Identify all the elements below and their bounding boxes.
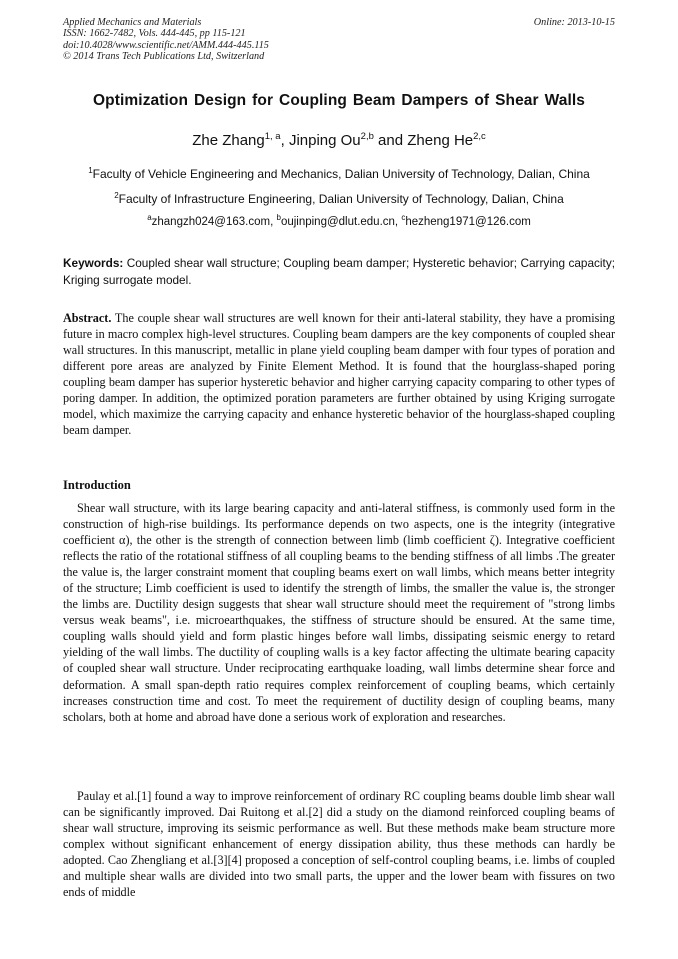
copyright-line: © 2014 Trans Tech Publications Ltd, Switzerland: [63, 51, 265, 63]
intro-paragraph-2: Paulay et al.[1] found a way to improve reinforcement of ordinary RC coupling beams double limb shear wall can be significantly improved. Dai Ruitong et al.[2] did a study on the diamond reinforced coupling beams of shear wall structure, improving its seismic performance as well. But these methods make beam structure more complex without significant enhancement of energy dissipation ability, thus these methods can hardly be adopted. Cao Zhengliang et al.[3][4] proposed a conception of self-control coupling beams, i.e. limbs of coupled and multiple shear walls are divided into two small parts, the upper and the lower beam with fissures on two ends of middle: [63, 789, 615, 900]
affiliation-text: Faculty of Infrastructure Engineering, Dalian University of Technology, Dalian, China: [118, 192, 564, 206]
online-date: Online: 2013-10-15: [533, 17, 615, 28]
affiliation-superscript: 1: [88, 166, 93, 175]
section-heading-introduction: Introduction: [63, 478, 131, 492]
paper-title: Optimization Design for Coupling Beam Dampers of Shear Walls: [93, 92, 585, 109]
email-link[interactable]: zhangzh024@163.com,: [151, 216, 277, 228]
affiliation-superscript: 2: [114, 191, 119, 200]
email-superscript: a: [147, 213, 152, 222]
author-separator: and: [373, 132, 408, 149]
author-name: Jinping Ou: [288, 132, 361, 149]
author-list: [0, 132, 678, 149]
affiliation-2: [0, 192, 678, 206]
journal-name: Applied Mechanics and Materials: [63, 17, 202, 28]
email-superscript: c: [401, 213, 406, 222]
affiliation-1: [0, 167, 678, 181]
intro-paragraph-1: Shear wall structure, with its large bearing capacity and anti-lateral stiffness, is commonly used form in the construction of high-rise buildings. Its performance depends on two aspects, one is the integrity (integrative coefficient α), the other is the strength of connection between limb (limb coefficient ζ). Integrative coefficient reflects the ratio of the rotational stiffness of all coupling beams to the bending stiffness of all limbs .The greater the value is, the larger constraint moment that coupling beams exert on wall limbs, which means better integrity of the structure; Limb coefficient is used to identify the strength of limbs, the smaller the value is, the stronger the limbs are. Ductility design suggests that shear wall structure should meet the requirement of "strong limbs versus weak beams", i.e. microearthquakes, the stiffness of structure should be ensured. At the same time, coupling walls should yield and form plastic hinges before wall limbs, dissipating seismic energy to retard yielding of the wall limbs. The ductility of coupling walls is a key factor affecting the ultimate bearing capacity of coupled shear wall structure. Under reciprocating earthquake loading, wall limbs determine shear force and deformation. A small span-depth ratio requires complex reinforcement of coupling beams, which certainly increases construction time and cost. To meet the requirement of ductility design of coupling beams, many scholars, both at home and abroad have done a serious work of exploration and researches.: [63, 501, 615, 724]
keywords-label: Keywords:: [63, 256, 124, 270]
abstract-text: The couple shear wall structures are well known for their anti-lateral stability, they have a promising future in macro complex high-level structures. Coupling beam dampers are the key components of coupled shear wall structures. In this manuscript, metallic in plane yield coupling beam damper with four types of poration and different pore areas are analyzed by Finite Element Method. It is found that the hourglass-shaped poring coupling beam damper has superior hysteretic behavior and higher carrying capacity comparing to other types of poring damper. In addition, the optimized poration parameters are further obtained by using Kriging surrogate model, which maximize the carrying capacity and enhance hysteretic behavior of the hourglass-shaped coupling beam damper.: [63, 311, 615, 438]
email-link[interactable]: oujinping@dlut.edu.cn,: [280, 216, 402, 228]
affiliation-text: Faculty of Vehicle Engineering and Mechanics, Dalian University of Technology, Dalian, China: [92, 167, 590, 181]
abstract-paragraph: [63, 310, 615, 438]
doi-line: doi:10.4028/www.scientific.net/AMM.444-445.115: [63, 39, 269, 51]
email-superscript: b: [276, 213, 281, 222]
author-emails: [0, 213, 678, 228]
abstract-label: Abstract.: [63, 311, 112, 325]
author-name: Zhe Zhang: [192, 132, 265, 149]
email-link[interactable]: hezheng1971@126.com: [405, 216, 531, 228]
author-name: Zheng He: [407, 132, 474, 149]
author-superscript: 2,b: [360, 131, 374, 142]
author-separator: ,: [280, 132, 289, 149]
keywords-block: [63, 255, 615, 289]
keywords-text: Coupled shear wall structure; Coupling beam damper; Hysteretic behavior; Carrying capacity; Kriging surrogate model.: [63, 256, 615, 287]
author-superscript: 1, a: [264, 131, 281, 142]
author-superscript: 2,c: [473, 131, 486, 142]
journal-header: [63, 17, 269, 63]
issn-line: ISSN: 1662-7482, Vols. 444-445, pp 115-121: [63, 28, 246, 40]
